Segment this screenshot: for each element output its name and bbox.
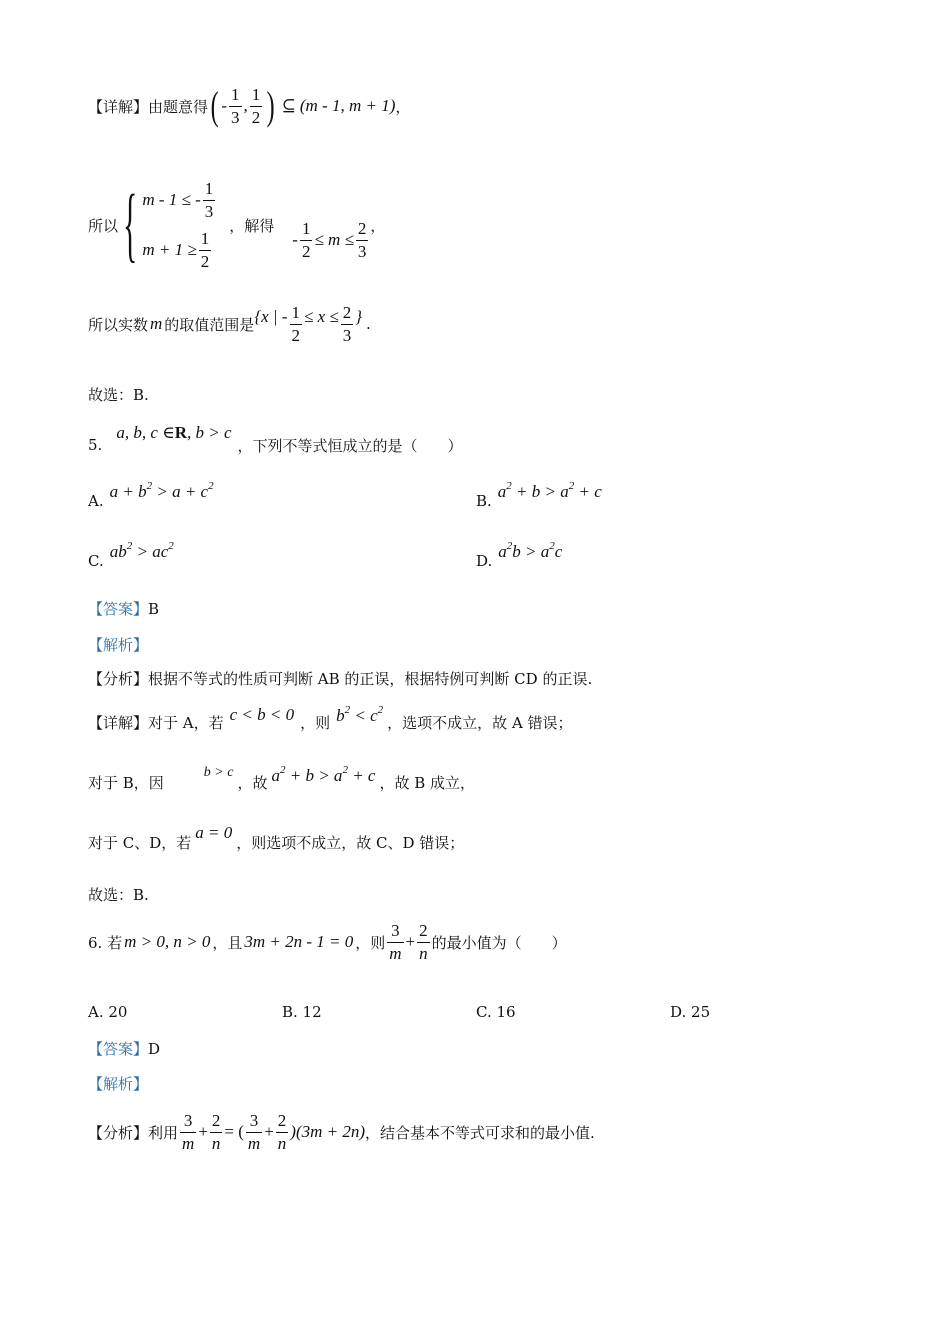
fraction: $\frac{1}{3}$ xyxy=(231,84,240,127)
q6-option-b: B. 12 xyxy=(282,1003,322,1021)
q5-final: 故选：B. xyxy=(88,886,149,904)
q5-detail-2: 对于 B，因 b > c ，故 $a^2 + b > a^2 + c$ ，故 B 成立， xyxy=(88,764,476,792)
detail-line-3: 所以实数 m 的取值范围是 {x | - $\frac{1}{2}$ ≤ x ≤ $\frac{2}{3}$ } . xyxy=(88,302,371,345)
detail-label: 【详解】 xyxy=(88,97,149,116)
q6-option-c: C. 16 xyxy=(476,1003,516,1021)
q5-analysis-label: 【解析】 xyxy=(88,636,149,654)
q5-option-a: A. $a + b^2 > a + c^2$ xyxy=(88,480,214,510)
q5-option-d: D. $a^2b > a^2c$ xyxy=(476,540,563,570)
question-5: 5. a, b, c ∈ R , b > c ，下列不等式恒成立的是（ ） xyxy=(88,423,463,455)
answer-label: 【答案】 xyxy=(88,600,149,618)
choose-line: 故选：B. xyxy=(88,386,149,404)
q5-option-b: B. $a^2 + b > a^2 + c$ xyxy=(476,480,602,510)
q6-analysis-label: 【解析】 xyxy=(88,1075,149,1093)
q5-fenxi: 【分析】 根据不等式的性质可判断 AB 的正误，根据特例可判断 CD 的正误. xyxy=(88,670,593,688)
q5-option-c: C. $ab^2 > ac^2$ xyxy=(88,540,174,570)
detail-line-1: 【详解】 由题意得 ( - $\frac{1}{3}$ , $\frac{1}{2}$ ) ⊆ (m - 1, m + 1) ， xyxy=(88,83,411,128)
detail-line-2: 所以 { m - 1 ≤ - $\frac{1}{3}$ m + 1 ≥ $\frac{1}{2}$ ，解得 - $\frac{1}{2}$ ≤ m ≤ $\frac{2}{3}$ ， xyxy=(88,170,385,280)
q6-option-a: A. 20 xyxy=(88,1003,128,1021)
q6-answer: 【答案】 D xyxy=(88,1039,161,1058)
inequality-system: m - 1 ≤ - $\frac{1}{3}$ m + 1 ≥ $\frac{1}{2}$ xyxy=(142,178,214,271)
q5-answer: 【答案】 B xyxy=(88,599,160,618)
q6-fenxi: 【分析】 利用 $\frac{3}{m}$ + $\frac{2}{n}$ = ( $\frac{3}{m}$ + $\frac{2}{n}$ )(3m + 2n) ，结合基本不等式可求和的最小值. xyxy=(88,1110,595,1153)
q6-option-d: D. 25 xyxy=(670,1003,711,1021)
fraction: $\frac{1}{2}$ xyxy=(251,84,261,127)
q5-detail-3: 对于 C、D，若 a = 0 ，则选项不成立，故 C、D 错误； xyxy=(88,823,465,852)
question-6: 6. 若 m > 0, n > 0 ，且 3m + 2n - 1 = 0 ，则 $\frac{3}{m}$ + $\frac{2}{n}$ 的最小值为（ ） xyxy=(88,920,567,963)
q5-detail-1: 【详解】 对于 A，若 c < b < 0 ，则 $b^2 < c^2$ ，选项不成立，故 A 错误； xyxy=(88,704,573,732)
